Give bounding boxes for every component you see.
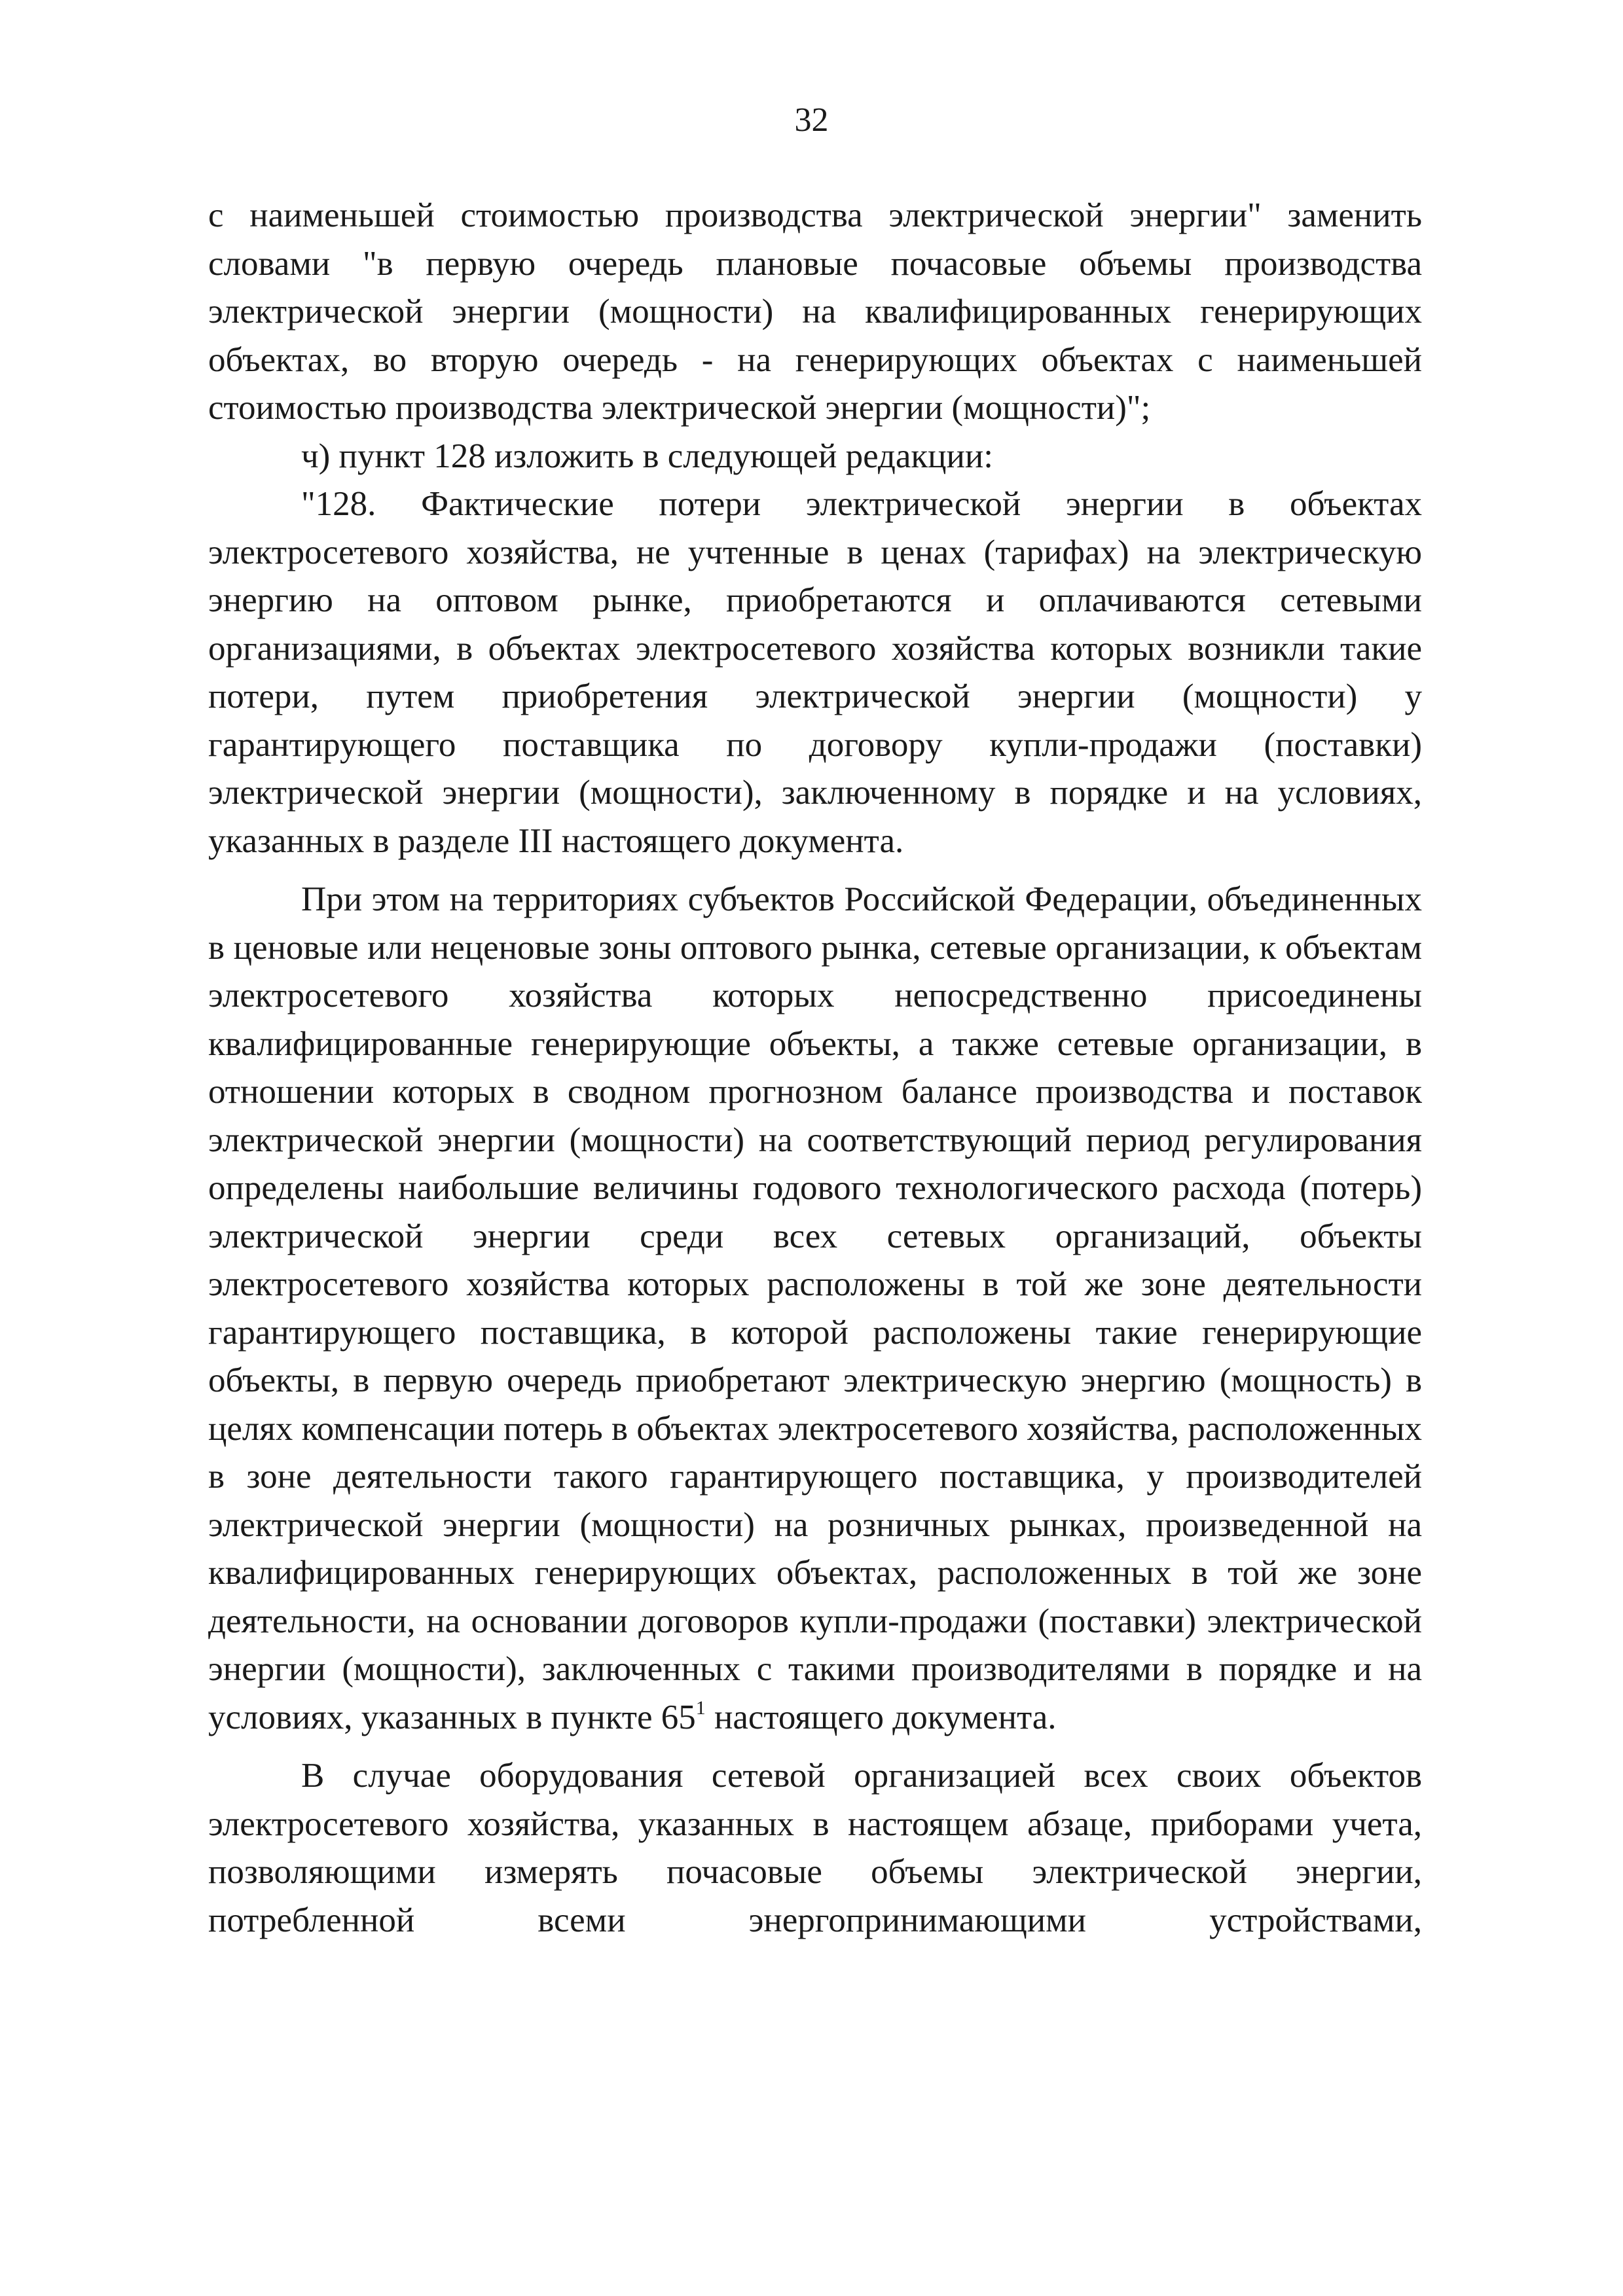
paragraph-metering-case: В случае оборудования сетевой организацией всех своих объектов электросетевого хозяйства, указанных в настоящем абзаце, приборами учета, позволяющими измерять почасовые объемы электрической энергии, потребленной всеми энергопринимающими устройствами,: [208, 1757, 1422, 1939]
paragraph-text: При этом на территориях субъектов Российской Федерации, объединенных в ценовые или неценовые зоны оптового рынка, сетевые организации, к объектам электросетевого хозяйства которых непосредственно присоединены квалифицированные генерирующие объекты, а также сетевые организации, в отношении которых в сводном прогнозном балансе производства и поставок электрической энергии (мощности) на соответствующий период регулирования определены наибольшие величины годового технологического расхода (потерь) электрической энергии среди всех сетевых организаций, объекты электросетевого хозяйства которых расположены в той же зоне деятельности гарантирующего поставщика, в которой расположены такие генерирующие объекты, в первую очередь приобретают электрическую энергию (мощность) в целях компенсации потерь в объектах электросетевого хозяйства, расположенных в зоне деятельности такого гарантирующего поставщика, у производителей электрической энергии (мощности) на розничных рынках, произведенной на квалифицированных генерирующих объектах, расположенных в той же зоне деятельности, на основании договоров купли-продажи (поставки) электрической энергии (мощности), заключенных с такими производителями в порядке и на условиях, указанных в пункте 65: [208, 880, 1422, 1736]
paragraph-item-ch: ч) пункт 128 изложить в следующей редакции:: [301, 437, 993, 475]
paragraph-clause-128: "128. Фактические потери электрической энергии в объектах электросетевого хозяйства, не учтенные в ценах (тарифах) на электрическую энергию на оптовом рынке, приобретаются и оплачиваются сетевыми организациями, в объектах электросетевого хозяйства которых возникли такие потери, путем приобретения электрической энергии (мощности) у гарантирующего поставщика по договору купли-продажи (поставки) электрической энергии (мощности), заключенному в порядке и на условиях, указанных в разделе III настоящего документа.: [208, 485, 1422, 860]
paragraph-at-the-same-time: [208, 876, 1422, 1742]
paragraph-continuation: с наименьшей стоимостью производства электрической энергии" заменить словами "в первую очередь плановые почасовые объемы производства электрической энергии (мощности) на квалифицированных генерирующих объектах, во вторую очередь - на генерирующих объектах с наименьшей стоимостью производства электрической энергии (мощности)";: [208, 196, 1422, 427]
paragraph-text-tail: настоящего документа.: [705, 1698, 1057, 1736]
page-number: 32: [794, 101, 829, 139]
document-body: [208, 192, 1422, 1945]
footnote-superscript: 1: [695, 1696, 706, 1719]
